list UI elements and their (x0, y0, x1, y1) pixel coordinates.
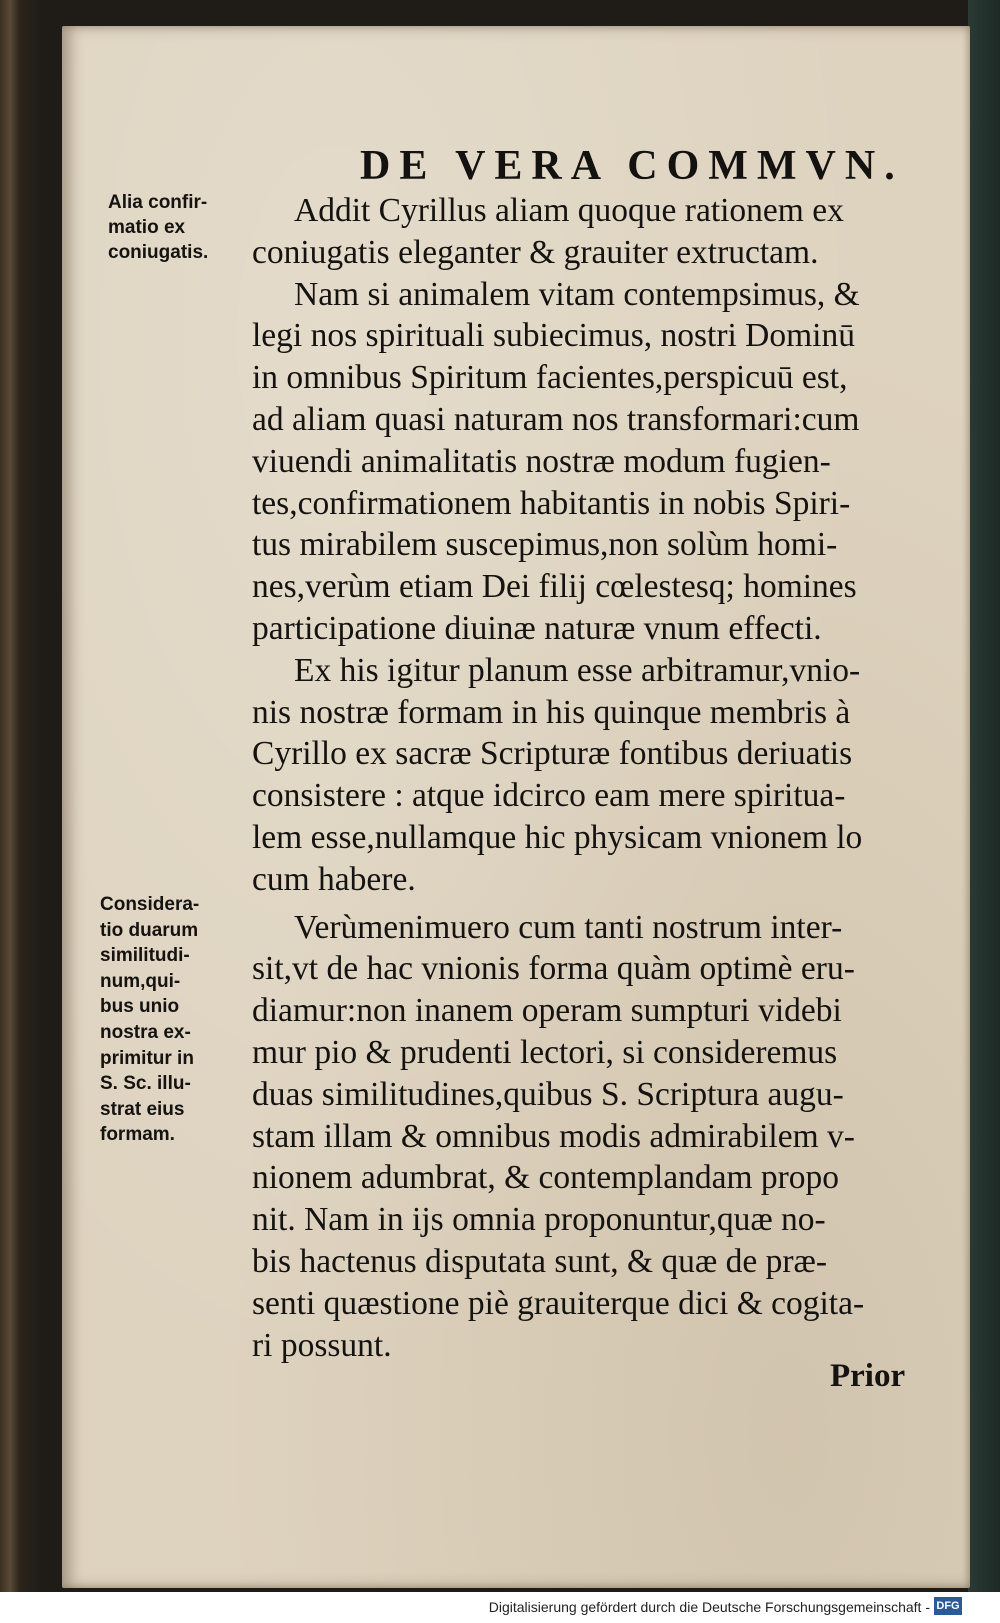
margin-note-line: num,qui- (100, 970, 181, 992)
margin-note-line: strat eius (100, 1098, 185, 1120)
margin-note-line: Considera- (100, 894, 200, 915)
body-line: participatione diuinæ naturæ vnum effecti. (252, 609, 822, 647)
body-line: nit. Nam in ijs omnia proponuntur,quæ no- (252, 1201, 826, 1239)
body-line: tes,confirmationem habitantis in nobis Spiri- (252, 484, 851, 522)
margin-note-line: similitudi- (100, 945, 190, 967)
body-line: ri possunt. (252, 1326, 392, 1364)
body-line: coniugatis eleganter & grauiter extructam. (252, 233, 819, 271)
body-line: nes,verùm etiam Dei filij cœlestesq; homines (252, 568, 857, 606)
body-line: legi nos spirituali subiecimus, nostri Dominū (252, 317, 855, 355)
body-line: diamur:non inanem operam sumpturi videbi (252, 992, 842, 1030)
margin-note-line: formam. (100, 1124, 175, 1146)
body-line: viuendi animalitatis nostræ modum fugien- (252, 442, 831, 480)
body-line: senti quæstione piè grauiterque dici & cogita- (252, 1284, 865, 1322)
body-line: nionem adumbrat, & contemplandam propo (252, 1159, 840, 1197)
body-line: nis nostræ formam in his quinque membris à (252, 693, 851, 731)
body-line: ad aliam quasi naturam nos transformari:cum (252, 400, 860, 438)
margin-note-line: Alia confir- (108, 192, 208, 213)
body-line: consistere : atque idcirco eam mere spiritua- (252, 777, 846, 815)
margin-note-2 (100, 892, 199, 1148)
dfg-logo: DFG (934, 1597, 962, 1615)
body-line: mur pio & prudenti lectori, si consideremus (252, 1033, 838, 1071)
margin-note-line: primitur in (100, 1047, 194, 1069)
margin-note-1 (108, 190, 208, 265)
body-line: lem esse,nullamque hic physicam vnionem lo (252, 818, 863, 856)
body-line: sit,vt de hac vnionis forma quàm optimè eru- (252, 950, 855, 988)
body-text (252, 190, 942, 1366)
body-line: Ex his igitur planum esse arbitramur,vnio- (294, 651, 861, 689)
body-line: Cyrillo ex sacræ Scripturæ fontibus deriuatis (252, 735, 853, 773)
body-line: tus mirabilem suscepimus,non solùm homi- (252, 526, 838, 564)
funding-credit: Digitalisierung gefördert durch die Deutsche Forschungsgemeinschaft - (488, 1599, 930, 1615)
catchword: Prior (830, 1358, 906, 1394)
margin-note-line: tio duarum (100, 919, 199, 941)
margin-note-line: coniugatis. (108, 242, 209, 263)
body-line: in omnibus Spiritum facientes,perspicuū est, (252, 359, 848, 397)
margin-note-line: S. Sc. illu- (100, 1073, 191, 1095)
margin-note-line: nostra ex- (100, 1021, 191, 1043)
body-line: bis hactenus disputata sunt, & quæ de præ- (252, 1242, 828, 1280)
body-line: Nam si animalem vitam contempsimus, & (294, 275, 860, 313)
book-cover-edge (968, 0, 1000, 1592)
margin-note-line: matio ex (108, 217, 186, 238)
body-line: Verùmenimuero cum tanti nostrum inter- (294, 908, 843, 946)
body-line: stam illam & omnibus modis admirabilem v- (252, 1117, 855, 1155)
margin-note-line: bus unio (100, 996, 180, 1018)
running-head: DE VERA COMMVN. (360, 143, 904, 189)
body-line: Addit Cyrillus aliam quoque rationem ex (294, 192, 844, 229)
footer-bar (0, 1592, 1000, 1623)
body-line: duas similitudines,quibus S. Scriptura augu- (252, 1075, 844, 1113)
body-line: cum habere. (252, 860, 416, 898)
